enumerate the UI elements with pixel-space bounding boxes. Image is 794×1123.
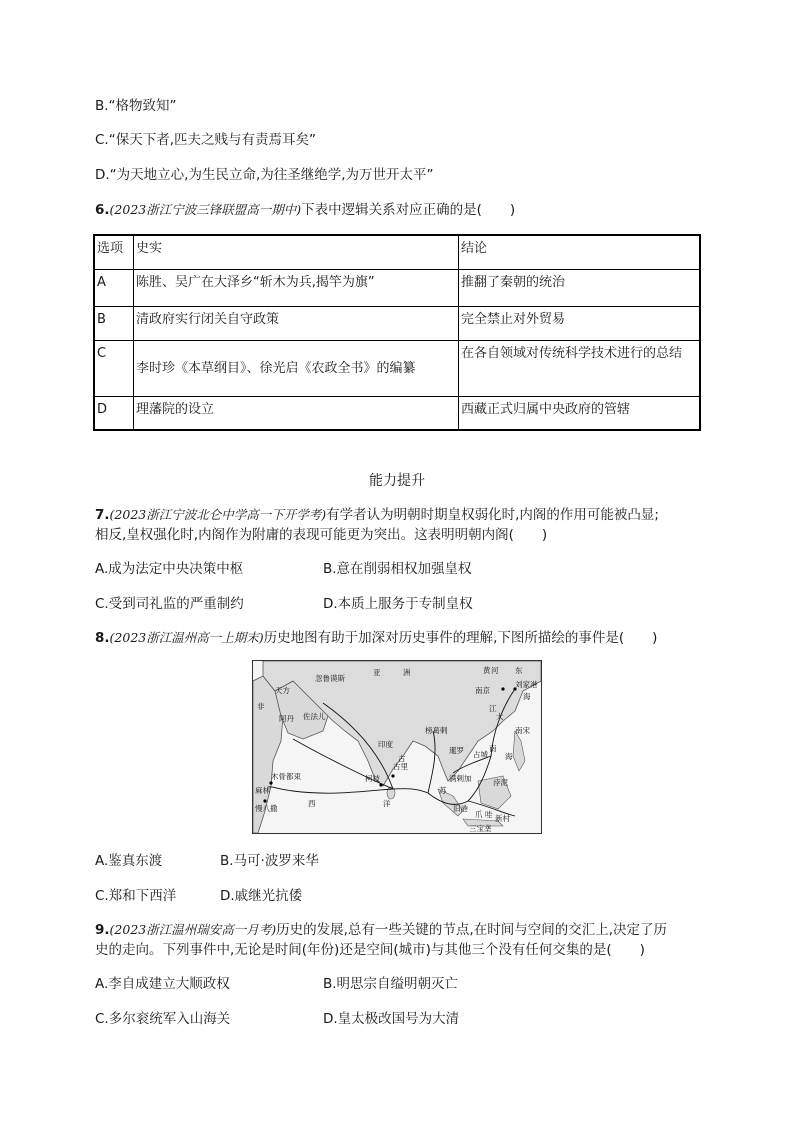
header-option: 选项 (94, 235, 134, 269)
q7-text-line1: 有学者认为明朝时期皇权弱化时,内阁的作用可能被凸显; (326, 507, 659, 523)
label-xianluo: 暹罗 (449, 746, 464, 755)
cell-option: A (94, 269, 134, 306)
table-row (94, 340, 700, 396)
label-manbasa: 慢八撒 (255, 804, 278, 813)
label-banggeli: 榜葛剌 (425, 726, 448, 735)
label-yindu: 印度 (378, 740, 393, 749)
q7-option-c: C.受到司礼监的严重制约 (95, 596, 244, 612)
label-gu: 古 (398, 754, 406, 763)
q9-source: (2023浙江温州瑞安高一月考) (109, 922, 277, 937)
q5-option-c: C.“保天下者,匹夫之贱与有责焉耳矣” (95, 132, 316, 148)
marker-mugudushu (269, 781, 272, 784)
q5-option-d: D.“为天地立心,为生民立命,为往圣继绝学,为万世开太平” (95, 167, 434, 183)
label-hai2: 海 (505, 752, 513, 761)
table-row (94, 396, 700, 430)
label-jiang: 江 (489, 704, 497, 713)
q7-text-line2: 相反,皇权强化时,内阁作为附庸的表现可能更为突出。这表明明朝内阁( (95, 527, 514, 543)
q8-option-d: D.戚继光抗倭 (220, 888, 303, 904)
label-dong: 东 (515, 666, 523, 675)
q8-option-b: B.马可·波罗来华 (220, 853, 319, 869)
voyage-map-svg (253, 661, 541, 833)
label-xincun: 新村 (495, 814, 510, 823)
label-liujiagang: 刘家港 (515, 680, 538, 689)
q9-option-b: B.明思宗自缢明朝灭亡 (323, 976, 459, 992)
label-nansong: 南宋 (515, 726, 530, 735)
q6-number: 6. (95, 202, 110, 218)
cell-fact: 清政府实行闭关自守政策 (134, 306, 459, 340)
label-zuofaer: 佐法儿 (303, 712, 326, 721)
label-kezhi: 柯枝 (365, 774, 380, 783)
q7-stem-line1 (95, 505, 659, 525)
q8-source: (2023浙江温州高一上期末) (109, 630, 264, 645)
marker-malin (263, 799, 266, 802)
header-fact: 史实 (134, 235, 459, 269)
cell-option: D (94, 396, 134, 430)
label-tianfang: 天方 (275, 686, 290, 695)
cell-option: C (94, 340, 134, 396)
label-zhao: 爪 (475, 810, 483, 819)
q6-close-paren: ) (509, 202, 516, 218)
label-boni: 浡泥 (493, 778, 508, 787)
q6-text: 下表中逻辑关系对应正确的是( (301, 202, 482, 218)
label-huanghe: 黄 (483, 666, 491, 675)
q7-stem-line2 (95, 525, 547, 545)
label-wa: 哇 (485, 810, 493, 819)
q8-number: 8. (95, 630, 110, 646)
q7-close-paren: ) (541, 527, 548, 543)
label-malin: 麻林 (255, 786, 270, 795)
q5-option-b: B.“格物致知” (95, 98, 177, 114)
q9-text-line2: 史的走向。下列事件中,无论是时间(年份)还是空间(城市)与其他三个没有任何交集的是( (95, 942, 612, 958)
table-header-row (94, 235, 700, 269)
q8-option-c: C.郑和下西洋 (95, 888, 177, 904)
label-zhancheng: 占城 (473, 750, 488, 759)
q8-close-paren: ) (652, 630, 658, 646)
q9-option-a: A.李自成建立大顺政权 (95, 976, 230, 992)
q6-table (93, 234, 701, 431)
label-mugudushu: 木骨都束 (271, 772, 301, 781)
marker-nanjing (501, 687, 504, 690)
q7-option-b: B.意在削弱相权加强皇权 (323, 561, 472, 577)
label-guli: 古里 (393, 762, 408, 771)
q7-number: 7. (95, 507, 110, 523)
q9-stem-line1 (95, 920, 667, 940)
q8-stem (95, 628, 657, 648)
cell-conclusion: 完全禁止对外贸易 (459, 306, 701, 340)
q7-option-a: A.成为法定中央决策中枢 (95, 561, 244, 577)
q7-source: (2023浙江宁波北仑中学高一下开学考) (109, 507, 327, 522)
q6-source: (2023浙江宁波三锋联盟高一期中) (109, 202, 302, 217)
table-row (94, 306, 700, 340)
label-manlajia: 满剌加 (449, 774, 472, 783)
label-asia1: 亚 (373, 668, 381, 677)
q8-text: 历史地图有助于加深对历史事件的理解,下图所描绘的事件是( (263, 630, 625, 646)
label-hulumosi: 忽鲁谟斯 (315, 674, 345, 683)
label-jiugang: 旧港 (453, 804, 468, 813)
cell-option: B (94, 306, 134, 340)
header-conclusion: 结论 (459, 235, 701, 269)
q9-option-c: C.多尔衮统军入山海关 (95, 1011, 231, 1027)
cell-conclusion: 西藏正式归属中央政府的管辖 (459, 396, 701, 430)
q9-option-d: D.皇太极改国号为大清 (323, 1011, 460, 1027)
label-sanbaolong: 三宝垄 (469, 824, 492, 833)
label-yang: 洋 (383, 799, 391, 808)
marker-guli (391, 774, 394, 777)
q9-close-paren: ) (639, 942, 645, 958)
section-title: 能力提升 (369, 473, 425, 489)
voyage-map (252, 660, 542, 834)
label-fei: 非 (257, 702, 265, 711)
label-hai: 海 (523, 692, 531, 701)
label-nan: 南 (489, 744, 497, 753)
q6-stem (95, 200, 515, 220)
label-su: 苏 (439, 786, 447, 795)
q9-stem-line2 (95, 940, 645, 960)
q7-option-d: D.本质上服务于专制皇权 (323, 596, 473, 612)
label-nanjing: 南京 (475, 686, 490, 695)
label-xi: 西 (308, 799, 316, 808)
label-da: 大 (496, 712, 504, 721)
marker-kezhi (379, 783, 382, 786)
table-row (94, 269, 700, 306)
cell-fact: 李时珍《本草纲目》、徐光启《农政全书》的编纂 (134, 340, 459, 396)
q9-number: 9. (95, 922, 110, 938)
cell-fact: 理藩院的设立 (134, 396, 459, 430)
q8-option-a: A.鉴真东渡 (95, 853, 163, 869)
cell-conclusion: 在各自领域对传统科学技术进行的总结 (459, 340, 701, 396)
cell-conclusion: 推翻了秦朝的统治 (459, 269, 701, 306)
label-asia2: 洲 (403, 668, 411, 677)
cell-fact: 陈胜、吴广在大泽乡“斩木为兵,揭竿为旗” (134, 269, 459, 306)
label-he: 河 (491, 666, 499, 675)
label-adan: 阿丹 (279, 714, 294, 723)
q9-text-line1: 历史的发展,总有一些关键的节点,在时间与空间的交汇上,决定了历 (276, 922, 667, 938)
